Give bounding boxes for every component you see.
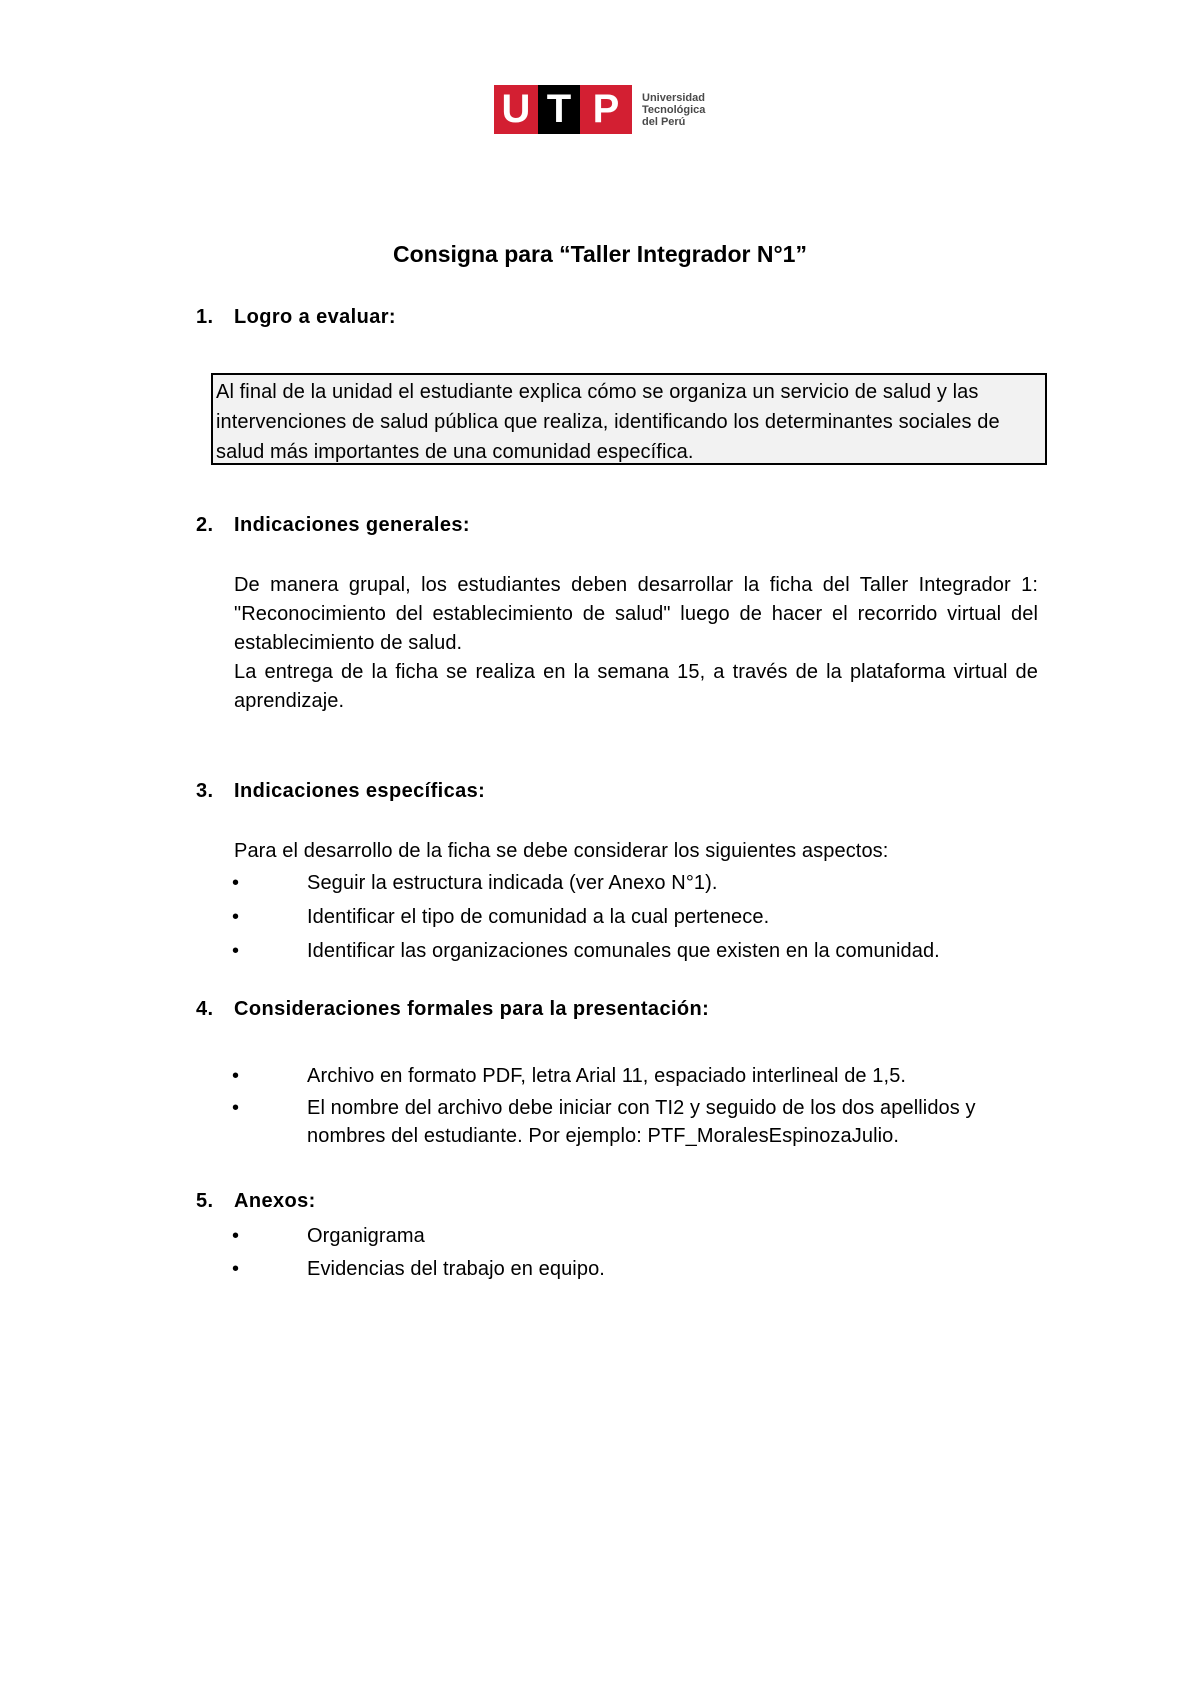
list-item — [232, 1222, 1052, 1251]
logo-letter-p: P — [580, 85, 632, 134]
section-heading-2 — [196, 514, 470, 537]
bullet-icon: • — [232, 872, 240, 894]
section-number: 4. — [196, 998, 214, 1020]
list-item — [232, 937, 1052, 966]
logo-line-3: del Perú — [642, 115, 686, 128]
list-item — [232, 903, 1052, 932]
section-title: Anexos: — [234, 1190, 316, 1212]
logo-subtitle — [642, 92, 705, 128]
generales-paragraph-2: La entrega de la ficha se realiza en la semana 15, a través de la plataforma virtual de aprendizaje. — [234, 661, 1038, 712]
page-title: Consigna para “Taller Integrador N°1” — [393, 241, 807, 267]
section-title: Consideraciones formales para la presentación: — [234, 998, 710, 1020]
section-title: Indicaciones específicas: — [234, 780, 486, 802]
bullet-icon: • — [232, 1225, 240, 1247]
list-item-text: Organigrama — [307, 1225, 425, 1247]
especificas-list — [232, 869, 1052, 966]
list-item — [232, 1062, 1052, 1091]
logo-letter-u: U — [494, 85, 538, 134]
especificas-intro: Para el desarrollo de la ficha se debe considerar los siguientes aspectos: — [234, 840, 889, 862]
list-item-text: Archivo en formato PDF, letra Arial 11, espaciado interlineal de 1,5. — [307, 1065, 907, 1087]
list-item — [232, 869, 1052, 898]
section-heading-3 — [196, 780, 485, 803]
list-item — [232, 1094, 1052, 1150]
section-number: 5. — [196, 1190, 214, 1212]
logo-line-1: Universidad — [642, 91, 705, 104]
list-item-text: Evidencias del trabajo en equipo. — [307, 1258, 605, 1280]
list-item-text: El nombre del archivo debe iniciar con TI2 y seguido de los dos apellidos y nombres del estudiante. Por ejemplo: PTF_MoralesEspinozaJulio. — [307, 1097, 976, 1147]
bullet-icon: • — [232, 1097, 240, 1119]
generales-paragraph-1: De manera grupal, los estudiantes deben desarrollar la ficha del Taller Integrador 1: "Reconocimiento del establecimiento de salud" luego de hacer el recorrido virtual del establecimiento de salud. — [234, 574, 1038, 654]
section-number: 1. — [196, 306, 214, 328]
bullet-icon: • — [232, 1065, 240, 1087]
list-item-text: Identificar el tipo de comunidad a la cual pertenece. — [307, 906, 770, 928]
logro-box: Al final de la unidad el estudiante explica cómo se organiza un servicio de salud y las intervenciones de salud pública que realiza, identificando los determinantes sociales de salud más importantes de una comunidad específica. — [211, 373, 1047, 465]
section-title: Logro a evaluar: — [234, 306, 396, 328]
bullet-icon: • — [232, 1258, 240, 1280]
list-item-text: Seguir la estructura indicada (ver Anexo N°1). — [307, 872, 718, 894]
section-heading-4 — [196, 998, 709, 1021]
formales-list — [232, 1062, 1052, 1150]
list-item-text: Identificar las organizaciones comunales que existen en la comunidad. — [307, 940, 940, 962]
bullet-icon: • — [232, 906, 240, 928]
anexos-list — [232, 1222, 1052, 1284]
logo-letter-t: T — [538, 85, 580, 134]
list-item — [232, 1255, 1052, 1284]
logo-line-2: Tecnológica — [642, 103, 706, 116]
section-number: 2. — [196, 514, 214, 536]
section-title: Indicaciones generales: — [234, 514, 470, 536]
section-heading-1 — [196, 306, 396, 329]
section-heading-5 — [196, 1190, 316, 1213]
bullet-icon: • — [232, 940, 240, 962]
section-number: 3. — [196, 780, 214, 802]
utp-logo — [494, 85, 705, 134]
